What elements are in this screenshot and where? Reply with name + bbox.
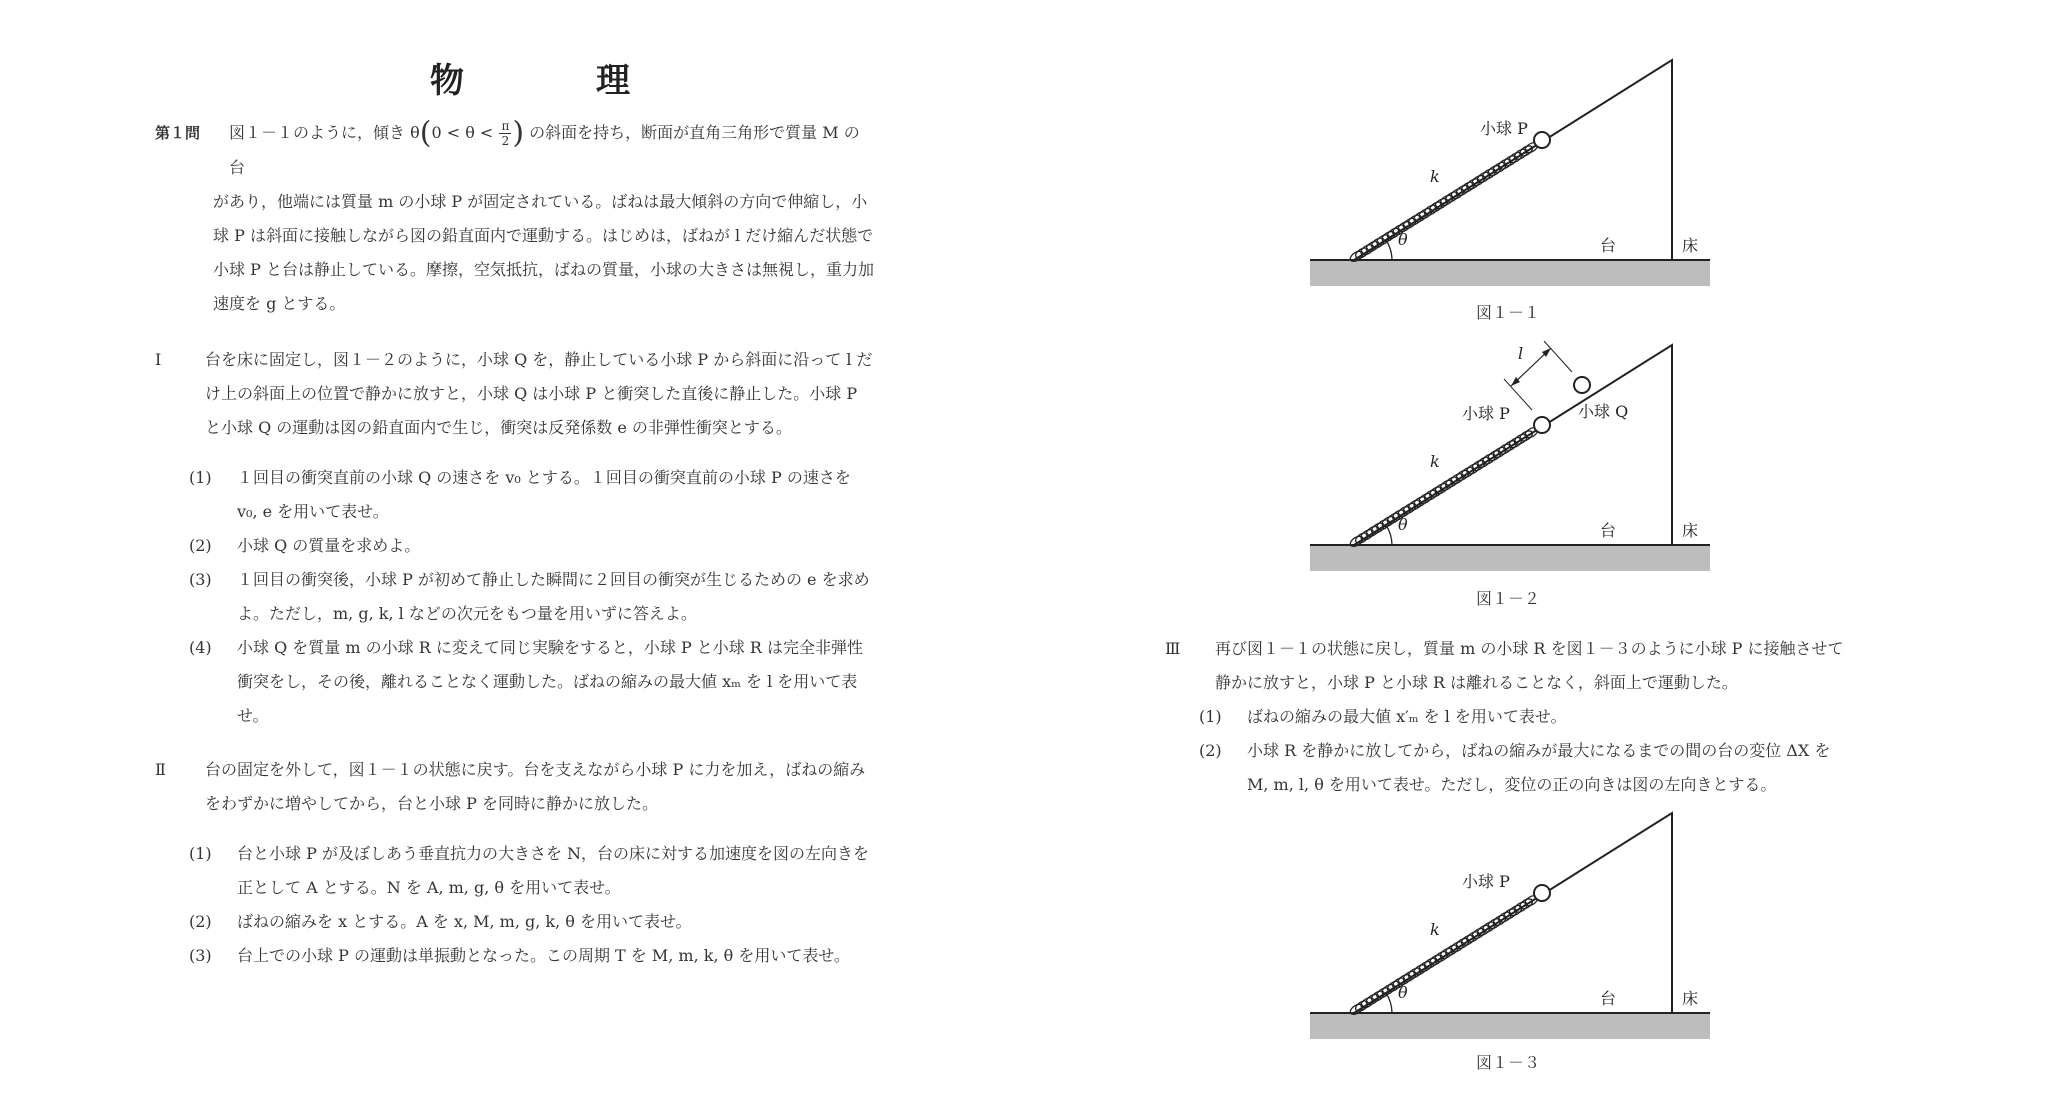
- question-number: (2): [189, 911, 212, 931]
- paren-close: ): [512, 115, 525, 151]
- question-number: (1): [1199, 707, 1222, 726]
- label-ball-p: 小球 P: [1462, 872, 1510, 891]
- pi-numerator: π: [501, 119, 510, 133]
- section-3-text: 再び図１－１の状態に戻し，質量 m の小球 R を図１－３のように小球 P に接触させて静かに放すと，小球 P と小球 R は離れることなく，斜面上で運動した。: [1215, 639, 1844, 692]
- section-1-text: 台を床に固定し，図１－２のように，小球 Q を，静止している小球 P から斜面に沿って l だけ上の斜面上の位置で静かに放すと，小球 Q は小球 P と衝突した直後に静止した。小球 P と小球 Q の運動は図の鉛直面内で生じ，衝突は反発係数 e の非弾性衝突とする。: [205, 349, 873, 437]
- section-1-number: Ⅰ: [155, 349, 162, 369]
- intro-line1-a: 図１－１のように，傾き θ: [229, 123, 420, 142]
- question-number: (2): [1199, 741, 1222, 760]
- section-1: [155, 343, 875, 733]
- question-3-2: [1199, 734, 1855, 802]
- figure-1-2: [1310, 340, 1730, 580]
- label-floor: 床: [1682, 236, 1699, 255]
- label-distance: l: [1518, 344, 1524, 363]
- problem-intro: [155, 116, 875, 321]
- label-ball-p: 小球 P: [1480, 119, 1528, 138]
- section-3-questions: [1185, 700, 1855, 802]
- intro-line1-b: の斜面を持ち，断面が直角三角形で質量 M の台: [229, 123, 860, 177]
- question-text: ばねの縮みを x とする。A を x, M, m, g, k, θ を用いて表せ。: [237, 911, 692, 931]
- label-block: 台: [1600, 236, 1617, 255]
- question-text: 小球 Q を質量 m の小球 R に変えて同じ実験をすると，小球 P と小球 R は完全非弾性衝突をし，その後，離れることなく運動した。ばねの縮みの最大値 xₘ を l を用いて表せ。: [237, 637, 864, 725]
- problem-number: 第１問: [155, 124, 201, 142]
- question-number: (3): [189, 945, 212, 965]
- section-2-text: 台の固定を外して，図１－１の状態に戻す。台を支えながら小球 P に力を加え，ばねの縮みをわずかに増やしてから，台と小球 P を同時に静かに放した。: [205, 759, 866, 813]
- question-number: (4): [189, 637, 212, 657]
- question-3-1: [1199, 700, 1855, 734]
- pi-denominator: 2: [501, 134, 510, 148]
- title-char-1: 物: [430, 60, 464, 101]
- question-1-2: [189, 529, 875, 563]
- right-column: [1165, 632, 1855, 802]
- question-number: (1): [189, 843, 212, 863]
- caption-1-1: 図１－１: [1476, 303, 1541, 322]
- intro-condition: 0 < θ <: [431, 123, 494, 142]
- label-spring: k: [1430, 452, 1440, 471]
- label-ball-q: 小球 Q: [1578, 402, 1629, 421]
- angle-arc: [1386, 240, 1392, 260]
- section-3-number: Ⅲ: [1165, 639, 1181, 658]
- label-angle: θ: [1398, 230, 1408, 249]
- question-1-3: [189, 563, 875, 631]
- section-2: [155, 753, 875, 973]
- label-spring: k: [1430, 920, 1440, 939]
- question-2-3: [189, 939, 875, 973]
- label-angle: θ: [1398, 515, 1408, 534]
- question-text: １回目の衝突直前の小球 Q の速さを v₀ とする。１回目の衝突直前の小球 P の速さを v₀, e を用いて表せ。: [237, 467, 851, 521]
- ball-p: [1534, 885, 1550, 901]
- figure-1-3: [1310, 808, 1730, 1048]
- ball-p: [1534, 417, 1550, 433]
- question-text: 台上での小球 P の運動は単振動となった。この周期 T を M, m, k, θ を用いて表せ。: [237, 945, 850, 965]
- question-number: (2): [189, 535, 212, 555]
- intro-rest: があり，他端には質量 m の小球 P が固定されている。ばねは最大傾斜の方向で伸縮し，小球 P は斜面に接触しながら図の鉛直面内で運動する。はじめは，ばねが l だけ縮んだ状態で小球 P と台は静止している。摩擦，空気抵抗，ばねの質量，小球の大きさは無視し，重力加速度を g とする。: [213, 191, 874, 313]
- question-number: (3): [189, 569, 212, 589]
- question-text: １回目の衝突後，小球 P が初めて静止した瞬間に２回目の衝突が生じるための e を求めよ。ただし，m, g, k, l などの次元をもつ量を用いずに答えよ。: [237, 569, 870, 623]
- label-angle: θ: [1398, 983, 1408, 1002]
- label-floor: 床: [1682, 521, 1699, 540]
- angle-arc: [1386, 993, 1392, 1013]
- title-char-2: 理: [596, 60, 630, 101]
- question-1-4: [189, 631, 875, 733]
- ball-p: [1534, 132, 1550, 148]
- section-2-number: Ⅱ: [155, 759, 166, 779]
- figure-1-1: [1310, 55, 1730, 295]
- label-block: 台: [1600, 989, 1617, 1008]
- question-text: ばねの縮みの最大値 x′ₘ を l を用いて表せ。: [1247, 707, 1567, 726]
- question-text: 小球 Q の質量を求めよ。: [237, 535, 421, 555]
- page-title: [430, 52, 630, 102]
- angle-arc: [1386, 525, 1392, 545]
- label-ball-p: 小球 P: [1462, 404, 1510, 423]
- question-text: 小球 R を静かに放してから，ばねの縮みが最大になるまでの間の台の変位 ΔX を M, m, l, θ を用いて表せ。ただし，変位の正の向きは図の左向きとする。: [1247, 741, 1831, 794]
- floor-fill: [1310, 1013, 1710, 1039]
- question-1-1: [189, 461, 875, 529]
- question-number: (1): [189, 467, 212, 487]
- figure-1-3-drawing: [1310, 808, 1730, 1048]
- question-2-2: [189, 905, 875, 939]
- figure-1-2-drawing: [1310, 340, 1730, 580]
- question-text: 台と小球 P が及ぼしあう垂直抗力の大きさを N，台の床に対する加速度を図の左向きを正として A とする。N を A, m, g, θ を用いて表せ。: [237, 843, 870, 897]
- figure-1-1-drawing: [1310, 55, 1730, 295]
- left-column: [155, 116, 875, 973]
- caption-1-2: 図１－２: [1476, 589, 1541, 608]
- floor-fill: [1310, 260, 1710, 286]
- label-floor: 床: [1682, 989, 1699, 1008]
- pi-over-two: [499, 119, 511, 148]
- label-spring: k: [1430, 167, 1440, 186]
- paren-open: (: [419, 115, 432, 151]
- ball-q: [1574, 377, 1590, 393]
- label-block: 台: [1600, 521, 1617, 540]
- caption-1-3: 図１－３: [1476, 1053, 1541, 1072]
- section-3: [1165, 632, 1855, 802]
- dim-tick-2: [1544, 341, 1572, 372]
- section-1-questions: [175, 461, 875, 733]
- floor-fill: [1310, 545, 1710, 571]
- section-2-questions: [175, 837, 875, 973]
- question-2-1: [189, 837, 875, 905]
- problem-intro-text: [213, 116, 875, 185]
